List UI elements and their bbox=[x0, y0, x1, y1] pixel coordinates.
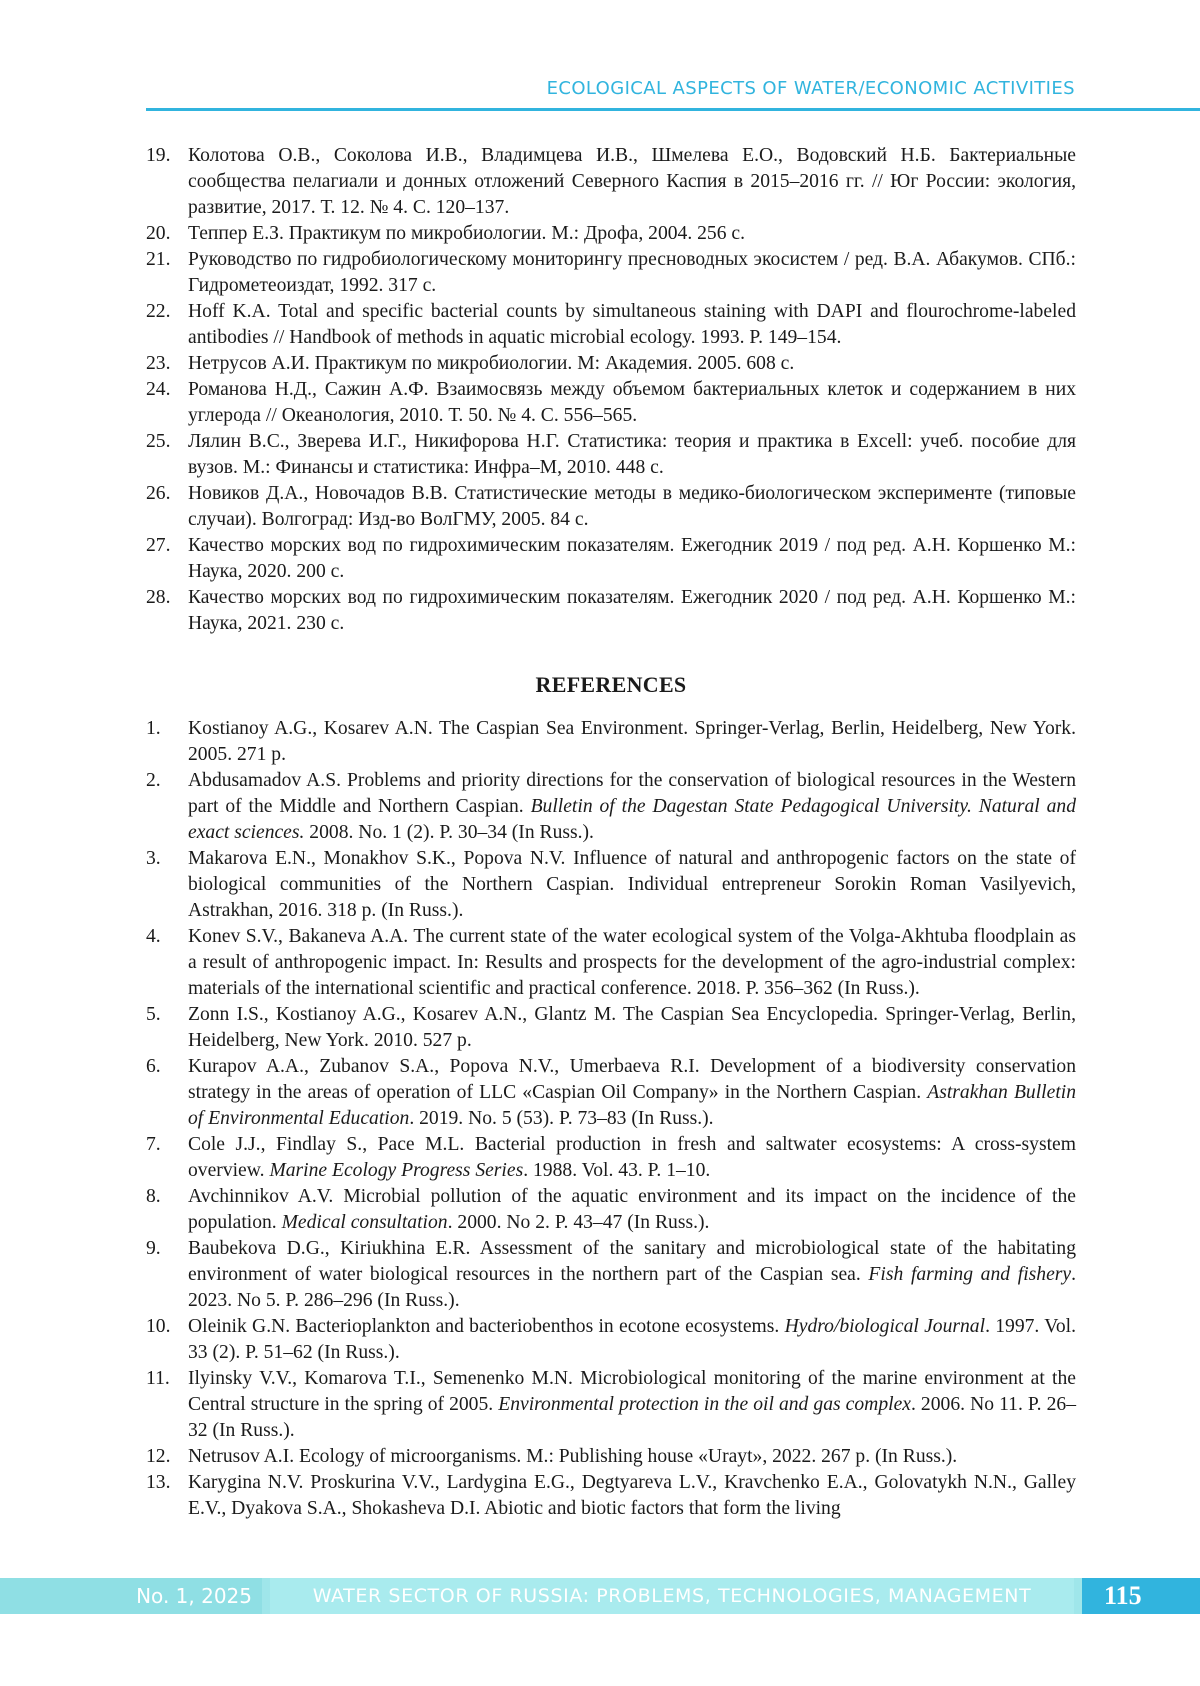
reference-item bbox=[146, 351, 1076, 377]
reference-text: Лялин В.С., Зверева И.Г., Никифорова Н.Г. Статистика: теория и практика в Excell: учеб. пособие для вузов. М.: Финансы и статистика: Инфра–М, 2010. 448 с. bbox=[188, 431, 1076, 478]
reference-text: Качество морских вод по гидрохимическим показателям. Ежегодник 2020 / под ред. А.Н. Коршенко М.: Наука, 2021. 230 с. bbox=[188, 587, 1076, 634]
reference-number: 8. bbox=[146, 1186, 161, 1207]
reference-number: 11. bbox=[146, 1368, 170, 1389]
reference-number: 26. bbox=[146, 483, 171, 504]
footer-issue: No. 1, 2025 bbox=[0, 1578, 262, 1614]
reference-text: Теппер Е.З. Практикум по микробиологии. М.: Дрофа, 2004. 256 с. bbox=[188, 223, 746, 244]
reference-item bbox=[146, 1366, 1076, 1444]
reference-item bbox=[146, 481, 1076, 533]
reference-item bbox=[146, 1470, 1076, 1522]
reference-item bbox=[146, 299, 1076, 351]
reference-text: Makarova E.N., Monakhov S.K., Popova N.V. Influence of natural and anthropogenic factors on the state of biological communities of the Northern Caspian. Individual entrepreneur Sorokin Roman Vasilyevich, Astrakhan, 2016. 318 p. (In Russ.). bbox=[188, 848, 1076, 921]
reference-number: 2. bbox=[146, 770, 161, 791]
reference-item bbox=[146, 1314, 1076, 1366]
reference-number: 25. bbox=[146, 431, 171, 452]
reference-text: Ilyinsky V.V., Komarova T.I., Semenenko M.N. Microbiological monitoring of the marine environment at the Central structure in the spring of 2005. Environmental protection in the oil and gas complex. 2006. No 11. P. 26–32 (In Russ.). bbox=[188, 1368, 1076, 1441]
reference-text: Avchinnikov A.V. Microbial pollution of the aquatic environment and its impact on the incidence of the population. Medical consultation. 2000. No 2. P. 43–47 (In Russ.). bbox=[188, 1186, 1076, 1233]
reference-text: Kurapov A.A., Zubanov S.A., Popova N.V., Umerbaeva R.I. Development of a biodiversity conservation strategy in the areas of operation of LLC «Caspian Oil Company» in the Northern Caspian. Astrakhan Bulletin of Environmental Education. 2019. No. 5 (53). P. 73–83 (In Russ.). bbox=[188, 1056, 1076, 1129]
reference-number: 7. bbox=[146, 1134, 161, 1155]
reference-text: Качество морских вод по гидрохимическим показателям. Ежегодник 2019 / под ред. А.Н. Коршенко М.: Наука, 2020. 200 с. bbox=[188, 535, 1076, 582]
reference-text: Oleinik G.N. Bacterioplankton and bacteriobenthos in ecotone ecosystems. Hydro/biological Journal. 1997. Vol. 33 (2). P. 51–62 (In Russ.). bbox=[188, 1316, 1076, 1363]
reference-text: Колотова О.В., Соколова И.В., Владимцева И.В., Шмелева Е.О., Водовский Н.Б. Бактериальные сообщества пелагиали и донных отложений Северного Каспия в 2015–2016 гг. // Юг России: экология, развитие, 2017. Т. 12. № 4. С. 120–137. bbox=[188, 145, 1076, 218]
reference-item bbox=[146, 924, 1076, 1002]
reference-item bbox=[146, 533, 1076, 585]
reference-number: 13. bbox=[146, 1472, 171, 1493]
running-header: ECOLOGICAL ASPECTS OF WATER/ECONOMIC ACTIVITIES bbox=[546, 78, 1075, 99]
reference-number: 4. bbox=[146, 926, 161, 947]
reference-text: Kostianoy A.G., Kosarev A.N. The Caspian Sea Environment. Springer-Verlag, Berlin, Heidelberg, New York. 2005. 271 p. bbox=[188, 718, 1076, 765]
reference-text: Руководство по гидробиологическому мониторингу пресноводных экосистем / ред. В.А. Абакумов. СПб.: Гидрометеоиздат, 1992. 317 с. bbox=[188, 249, 1076, 296]
reference-item bbox=[146, 143, 1076, 221]
reference-item bbox=[146, 429, 1076, 481]
footer-journal-title: WATER SECTOR OF RUSSIA: PROBLEMS, TECHNOLOGIES, MANAGEMENT bbox=[270, 1578, 1074, 1614]
reference-list-english bbox=[146, 716, 1076, 1522]
reference-item bbox=[146, 247, 1076, 299]
reference-text: Романова Н.Д., Сажин А.Ф. Взаимосвязь между объемом бактериальных клеток и содержанием в них углерода // Океанология, 2010. Т. 50. № 4. С. 556–565. bbox=[188, 379, 1076, 426]
reference-list-russian bbox=[146, 143, 1076, 637]
reference-number: 6. bbox=[146, 1056, 161, 1077]
references-heading: REFERENCES bbox=[535, 672, 687, 697]
reference-number: 22. bbox=[146, 301, 171, 322]
reference-text: Netrusov A.I. Ecology of microorganisms. M.: Publishing house «Urayt», 2022. 267 p. (In Russ.). bbox=[188, 1446, 958, 1467]
reference-text: Baubekova D.G., Kiriukhina E.R. Assessment of the sanitary and microbiological state of the habitating environment of water biological resources in the northern part of the Caspian sea. Fish farming and fishery. 2023. No 5. P. 286–296 (In Russ.). bbox=[188, 1238, 1076, 1311]
reference-number: 5. bbox=[146, 1004, 161, 1025]
reference-text: Abdusamadov A.S. Problems and priority directions for the conservation of biological resources in the Western part of the Middle and Northern Caspian. Bulletin of the Dagestan State Pedagogical University. Natural and exact sciences. 2008. No. 1 (2). P. 30–34 (In Russ.). bbox=[188, 770, 1076, 843]
reference-item bbox=[146, 1132, 1076, 1184]
reference-text: Новиков Д.А., Новочадов В.В. Статистические методы в медико-биологическом эксперименте (типовые случаи). Волгоград: Изд-во ВолГМУ, 2005. 84 с. bbox=[188, 483, 1076, 530]
reference-text: Hoff K.A. Total and specific bacterial counts by simultaneous staining with DAPI and flourochrome-labeled antibodies // Handbook of methods in aquatic microbial ecology. 1993. P. 149–154. bbox=[188, 301, 1076, 348]
reference-text: Karygina N.V. Proskurina V.V., Lardygina E.G., Degtyareva L.V., Kravchenko E.A., Golovatykh N.N., Galley E.V., Dyakova S.A., Shokasheva D.I. Abiotic and biotic factors that form the living bbox=[188, 1472, 1076, 1519]
footer-bar bbox=[0, 1578, 1200, 1614]
reference-item bbox=[146, 1236, 1076, 1314]
reference-number: 27. bbox=[146, 535, 171, 556]
page-number: 115 bbox=[1082, 1578, 1200, 1614]
reference-text: Нетрусов А.И. Практикум по микробиологии. М: Академия. 2005. 608 с. bbox=[188, 353, 795, 374]
reference-item bbox=[146, 846, 1076, 924]
reference-number: 20. bbox=[146, 223, 171, 244]
reference-number: 9. bbox=[146, 1238, 161, 1259]
reference-text: Konev S.V., Bakaneva A.A. The current state of the water ecological system of the Volga-Akhtuba floodplain as a result of anthropogenic impact. In: Results and prospects for the development of the agro-industrial complex: materials of the international scientific and practical conference. 2018. P. 356–362 (In Russ.). bbox=[188, 926, 1076, 999]
reference-item bbox=[146, 1002, 1076, 1054]
reference-item bbox=[146, 716, 1076, 768]
reference-number: 24. bbox=[146, 379, 171, 400]
reference-item bbox=[146, 768, 1076, 846]
reference-text: Zonn I.S., Kostianoy A.G., Kosarev A.N., Glantz M. The Caspian Sea Encyclopedia. Springer-Verlag, Berlin, Heidelberg, New York. 2010. 527 p. bbox=[188, 1004, 1076, 1051]
reference-number: 3. bbox=[146, 848, 161, 869]
reference-number: 12. bbox=[146, 1446, 171, 1467]
reference-text: Cole J.J., Findlay S., Pace M.L. Bacterial production in fresh and saltwater ecosystems: A cross-system overview. Marine Ecology Progress Series. 1988. Vol. 43. P. 1–10. bbox=[188, 1134, 1076, 1181]
header-rule bbox=[146, 108, 1200, 111]
reference-number: 19. bbox=[146, 145, 171, 166]
reference-item bbox=[146, 585, 1076, 637]
reference-item bbox=[146, 1054, 1076, 1132]
reference-number: 28. bbox=[146, 587, 171, 608]
reference-number: 23. bbox=[146, 353, 171, 374]
reference-item bbox=[146, 221, 1076, 247]
reference-number: 10. bbox=[146, 1316, 171, 1337]
reference-number: 21. bbox=[146, 249, 171, 270]
reference-item bbox=[146, 1184, 1076, 1236]
reference-number: 1. bbox=[146, 718, 161, 739]
reference-item bbox=[146, 1444, 1076, 1470]
reference-item bbox=[146, 377, 1076, 429]
